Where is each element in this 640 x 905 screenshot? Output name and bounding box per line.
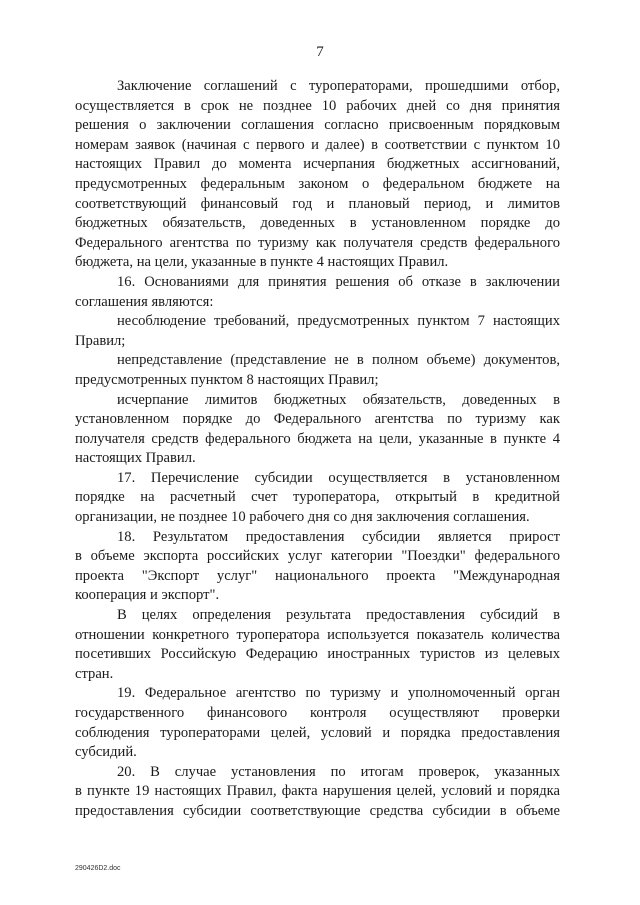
text-line: 16. Основаниями для принятия решения об отказе в заключении (117, 273, 560, 290)
text-line: 17. Перечисление субсидии осуществляется в установленном (117, 469, 560, 486)
text-line: кооперация и экспорт". (75, 587, 220, 604)
text-line: в объеме экспорта российских услуг категории "Поездки" федерального (75, 548, 560, 565)
text-line: государственного финансового контроля осуществляют проверки (75, 705, 560, 721)
text-line: проекта "Экспорт услуг" национального проекта "Международная (75, 567, 560, 584)
text-line: соблюдения туроператорами целей, условий и порядка предоставления (75, 724, 560, 741)
text-line: Правил; (75, 332, 126, 349)
text-line: 19. Федеральное агентство по туризму и уполномоченный орган (117, 685, 560, 702)
document-body (75, 77, 560, 822)
paragraph (75, 312, 560, 351)
paragraph (75, 351, 560, 390)
text-line: стран. (75, 665, 114, 682)
paragraph (75, 469, 560, 528)
text-line: организации, не позднее 10 рабочего дня со дня заключения соглашения. (75, 509, 530, 526)
text-line: субсидий. (75, 744, 137, 761)
paragraph (75, 273, 560, 312)
text-line: В целях определения результата предоставления субсидий в (117, 607, 560, 624)
text-line: осуществляется в срок не позднее 10 рабочих дней со дня принятия (75, 97, 560, 114)
text-line: получателя средств федерального бюджета на цели, указанные в пункте 4 (75, 430, 560, 447)
text-line: установленном порядке до Федерального агентства по туризму как (75, 411, 560, 428)
text-line: предусмотренных пунктом 8 настоящих Правил; (75, 371, 379, 388)
text-line: Федерального агентства по туризму как получателя средств федерального (75, 234, 560, 251)
text-line: 18. Результатом предоставления субсидии является прирост (117, 528, 560, 545)
text-line: порядке на расчетный счет туроператора, открытый в кредитной (75, 489, 560, 506)
paragraph (75, 528, 560, 606)
text-line: непредставление (представление не в полном объеме) документов, (117, 352, 560, 369)
text-line: бюджетных обязательств, доведенных в установленном порядке до (75, 215, 560, 232)
page-number: 7 (316, 44, 324, 60)
paragraph (75, 684, 560, 762)
text-line: бюджета, на цели, указанные в пункте 4 настоящих Правил. (75, 254, 449, 271)
text-line: соглашения являются: (75, 293, 214, 310)
text-line: несоблюдение требований, предусмотренных пунктом 7 настоящих (117, 313, 560, 330)
text-line: предоставления субсидии соответствующие средства субсидии в объеме (75, 802, 560, 819)
text-line: отношении конкретного туроператора используется показатель количества (75, 626, 560, 643)
paragraph (75, 606, 560, 684)
text-line: решения о заключении соглашения согласно присвоенным порядковым (75, 117, 560, 134)
paragraph (75, 391, 560, 469)
text-line: предусмотренных федеральным законом о федеральном бюджете на (75, 175, 560, 192)
text-line: исчерпание лимитов бюджетных обязательств, доведенных в (117, 391, 560, 408)
paragraph (75, 763, 560, 822)
text-line: в пункте 19 настоящих Правил, факта нарушения целей, условий и порядка (75, 783, 560, 800)
file-name-footer: 290426D2.doc (75, 865, 121, 872)
text-line: посетивших Российскую Федерацию иностранных туристов из целевых (75, 646, 560, 663)
text-line: соответствующий финансовый год и плановый период, и лимитов (75, 195, 560, 212)
text-line: 20. В случае установления по итогам проверок, указанных (117, 763, 560, 780)
text-line: Заключение соглашений с туроператорами, прошедшими отбор, (117, 78, 560, 94)
text-line: настоящих Правил до момента исчерпания бюджетных ассигнований, (75, 156, 560, 173)
paragraph (75, 77, 560, 273)
text-line: номерам заявок (начиная с первого и далее) в соответствии с пунктом 10 (75, 136, 560, 153)
text-line: настоящих Правил. (75, 450, 196, 467)
